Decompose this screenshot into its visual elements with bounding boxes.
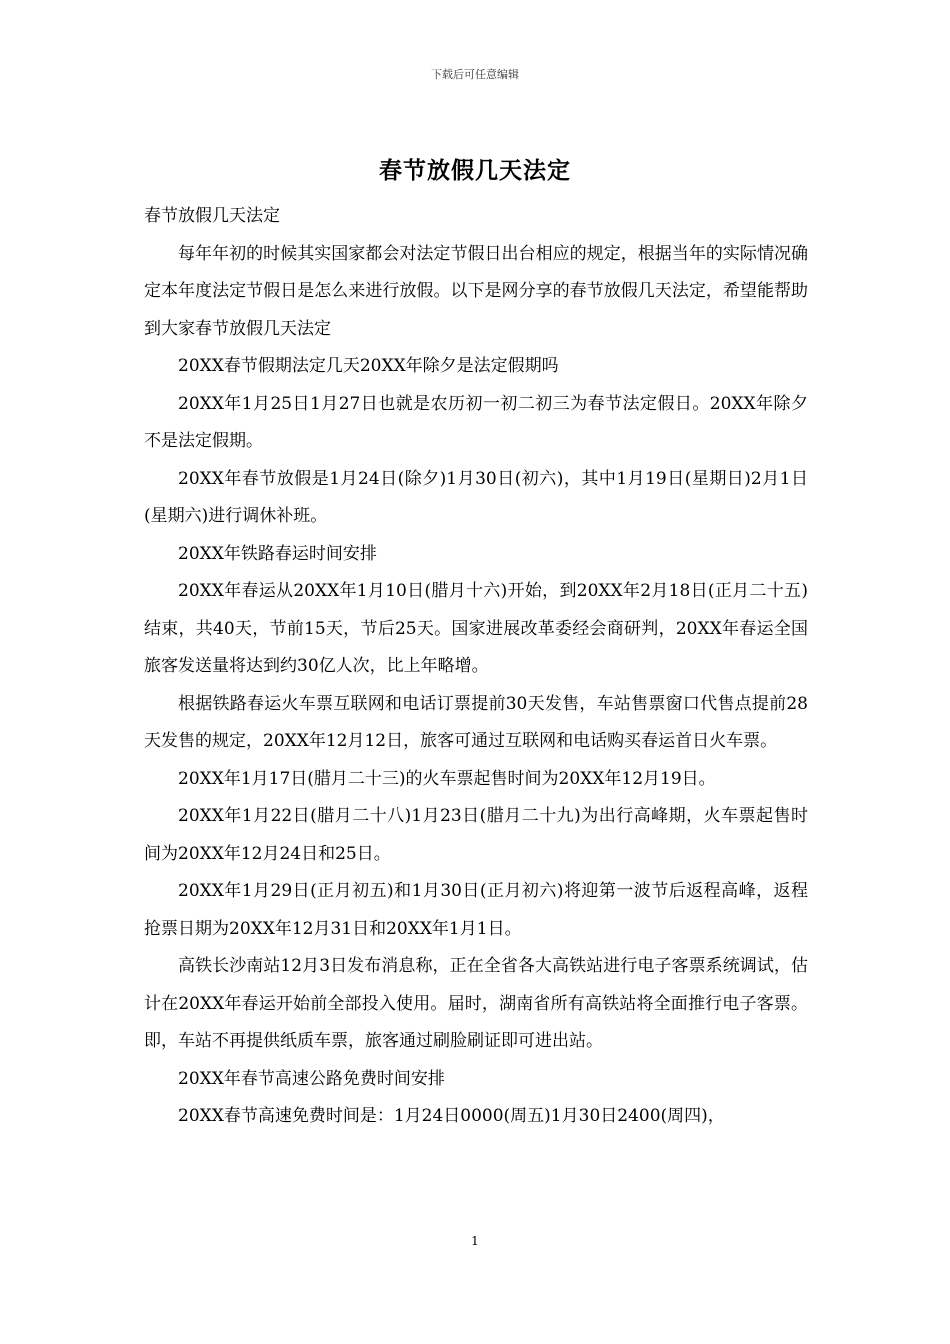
body-paragraph: 20XX年春节放假是1月24日(除夕)1月30日(初六)，其中1月19日(星期日)2月1日(星期六)进行调休补班。 [144, 468, 808, 526]
document-body [144, 198, 808, 1136]
body-paragraph-subtitle: 春节放假几天法定 [144, 206, 280, 226]
document-title: 春节放假几天法定 [379, 158, 571, 184]
body-paragraph: 根据铁路春运火车票互联网和电话订票提前30天发售，车站售票窗口代售点提前28天发售的规定，20XX年12月12日，旅客可通过互联网和电话购买春运首日火车票。 [144, 693, 808, 751]
page-number: 1 [471, 1234, 479, 1248]
body-paragraph: 每年年初的时候其实国家都会对法定节假日出台相应的规定，根据当年的实际情况确定本年度法定节假日是怎么来进行放假。以下是网分享的春节放假几天法定，希望能帮助到大家春节放假几天法定 [144, 243, 808, 339]
body-paragraph: 20XX春节高速免费时间是：1月24日0000(周五)1月30日2400(周四)， [178, 1106, 725, 1126]
section-heading: 20XX春节假期法定几天20XX年除夕是法定假期吗 [178, 356, 559, 376]
body-paragraph: 20XX年1月22日(腊月二十八)1月23日(腊月二十九)为出行高峰期，火车票起售时间为20XX年12月24日和25日。 [144, 806, 808, 864]
body-paragraph: 20XX年1月25日1月27日也就是农历初一初二初三为春节法定假日。20XX年除夕不是法定假期。 [144, 393, 808, 451]
body-paragraph: 20XX年1月29日(正月初五)和1月30日(正月初六)将迎第一波节后返程高峰，返程抢票日期为20XX年12月31日和20XX年1月1日。 [144, 881, 808, 939]
section-heading: 20XX年铁路春运时间安排 [178, 543, 377, 564]
body-paragraph: 高铁长沙南站12月3日发布消息称，正在全省各大高铁站进行电子客票系统调试，估计在20XX年春运开始前全部投入使用。届时，湖南省所有高铁站将全面推行电子客票。即，车站不再提供纸质车票，旅客通过刷脸刷证即可进出站。 [144, 956, 808, 1051]
page-header-note: 下载后可任意编辑 [431, 68, 519, 81]
body-paragraph: 20XX年1月17日(腊月二十三)的火车票起售时间为20XX年12月19日。 [178, 768, 716, 789]
section-heading: 20XX年春节高速公路免费时间安排 [178, 1068, 445, 1089]
body-paragraph: 20XX年春运从20XX年1月10日(腊月十六)开始，到20XX年2月18日(正月二十五)结束，共40天，节前15天，节后25天。国家进展改革委经会商研判，20XX年春运全国旅客发送量将达到约30亿人次，比上年略增。 [144, 581, 808, 676]
